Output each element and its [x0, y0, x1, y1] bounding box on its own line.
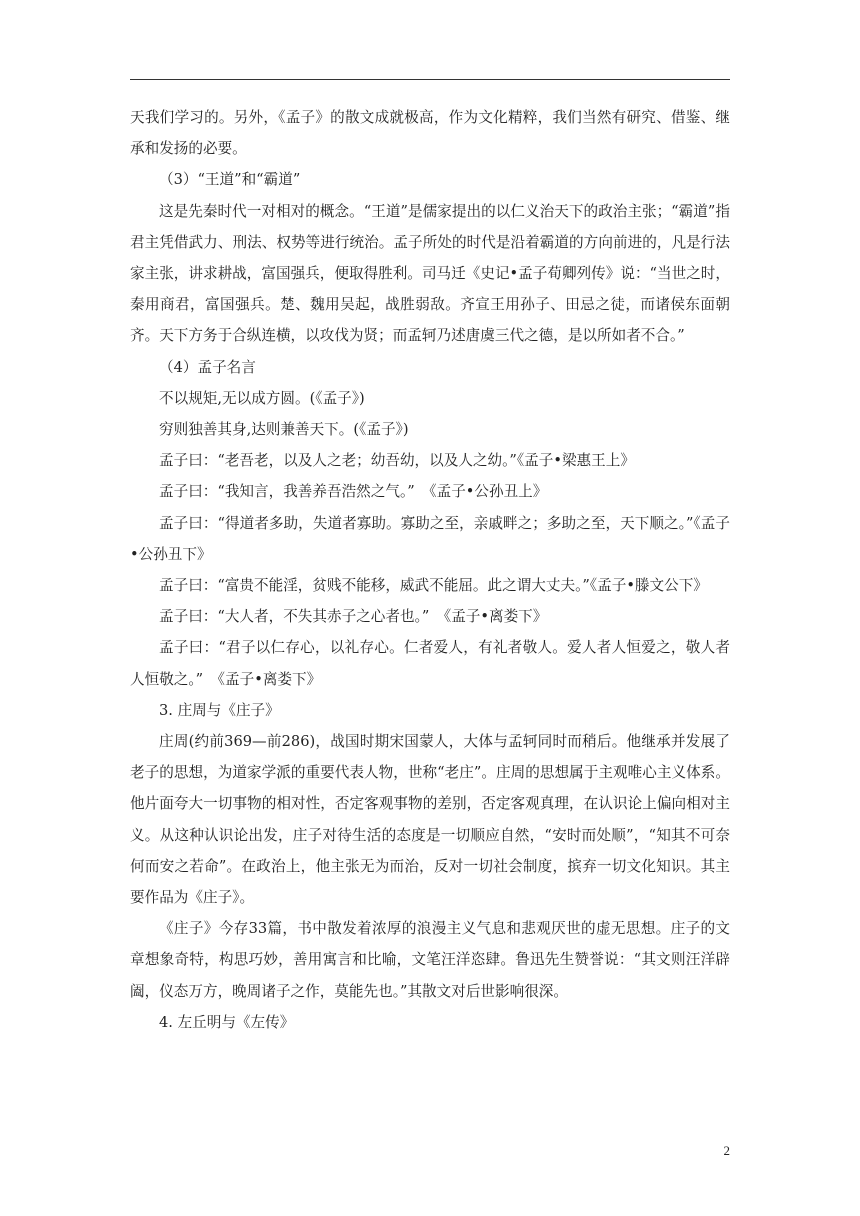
paragraph: 孟子曰：“我知言，我善养吾浩然之气。” 《孟子•公孙丑上》 — [159, 483, 548, 501]
paragraph: 天我们学习的。另外，《孟子》的散文成就极高，作为文化精粹，我们当然有研究、借鉴、继承和发扬的必要。 — [130, 109, 730, 158]
paragraph: （4）孟子名言 — [159, 358, 256, 376]
paragraph: 穷则独善其身,达则兼善天下。(《孟子》) — [159, 421, 409, 439]
paragraph: 孟子曰：“大人者，不失其赤子之心者也。” 《孟子•离娄下》 — [159, 608, 548, 626]
paragraph: 孟子曰：“得道者多助，失道者寡助。寡助之至，亲戚畔之；多助之至，天下顺之。”《孟子•公孙丑下》 — [130, 514, 730, 563]
paragraph: 孟子曰：“老吾老，以及人之老；幼吾幼，以及人之幼。”《孟子•梁惠王上》 — [159, 452, 635, 470]
paragraph: 孟子曰：“富贵不能淫，贫贱不能移，威武不能屈。此之谓大丈夫。”《孟子•滕文公下》 — [159, 577, 708, 595]
paragraph: （3）“王道”和“霸道” — [159, 171, 301, 189]
paragraph: 3. 庄周与《庄子》 — [159, 701, 280, 719]
paragraph: 《庄子》今存33篇，书中散发着浓厚的浪漫主义气息和悲观厌世的虚无思想。庄子的文章想象奇特，构思巧妙，善用寓言和比喻，文笔汪洋恣肆。鲁迅先生赞誉说：“其文则汪洋辟阖，仪态万方，晚周诸子之作，莫能先也。”其散文对后世影响很深。 — [130, 920, 730, 1000]
page-number: 2 — [723, 1143, 730, 1158]
paragraph: 4. 左丘明与《左传》 — [159, 1013, 295, 1031]
header-rule — [130, 79, 730, 80]
paragraph: 这是先秦时代一对相对的概念。“王道”是儒家提出的以仁义治天下的政治主张；“霸道”指君主凭借武力、刑法、权势等进行统治。孟子所处的时代是沿着霸道的方向前进的，凡是行法家主张，讲求耕战，富国强兵，便取得胜利。司马迁《史记•孟子荀卿列传》说：“当世之时，秦用商君，富国强兵。楚、魏用吴起，战胜弱敌。齐宣王用孙子、田忌之徒，而诸侯东面朝齐。天下方务于合纵连横，以攻伐为贤；而孟轲乃述唐虞三代之德，是以所如者不合。” — [130, 202, 730, 345]
paragraph: 不以规矩,无以成方圆。(《孟子》) — [159, 389, 365, 407]
paragraph: 庄周(约前369—前286)，战国时期宋国蒙人，大体与孟轲同时而稍后。他继承并发展了老子的思想，为道家学派的重要代表人物，世称“老庄”。庄周的思想属于主观唯心主义体系。他片面夸大一切事物的相对性，否定客观事物的差别，否定客观真理，在认识论上偏向相对主义。从这种认识论出发，庄子对待生活的态度是一切顺应自然，“安时而处顺”，“知其不可奈何而安之若命”。在政治上，他主张无为而治，反对一切社会制度，摈弃一切文化知识。其主要作品为《庄子》。 — [130, 733, 730, 907]
body-text — [130, 102, 730, 1038]
paragraph: 孟子曰：“君子以仁存心，以礼存心。仁者爱人，有礼者敬人。爱人者人恒爱之，敬人者人恒敬之。” 《孟子•离娄下》 — [130, 639, 730, 688]
